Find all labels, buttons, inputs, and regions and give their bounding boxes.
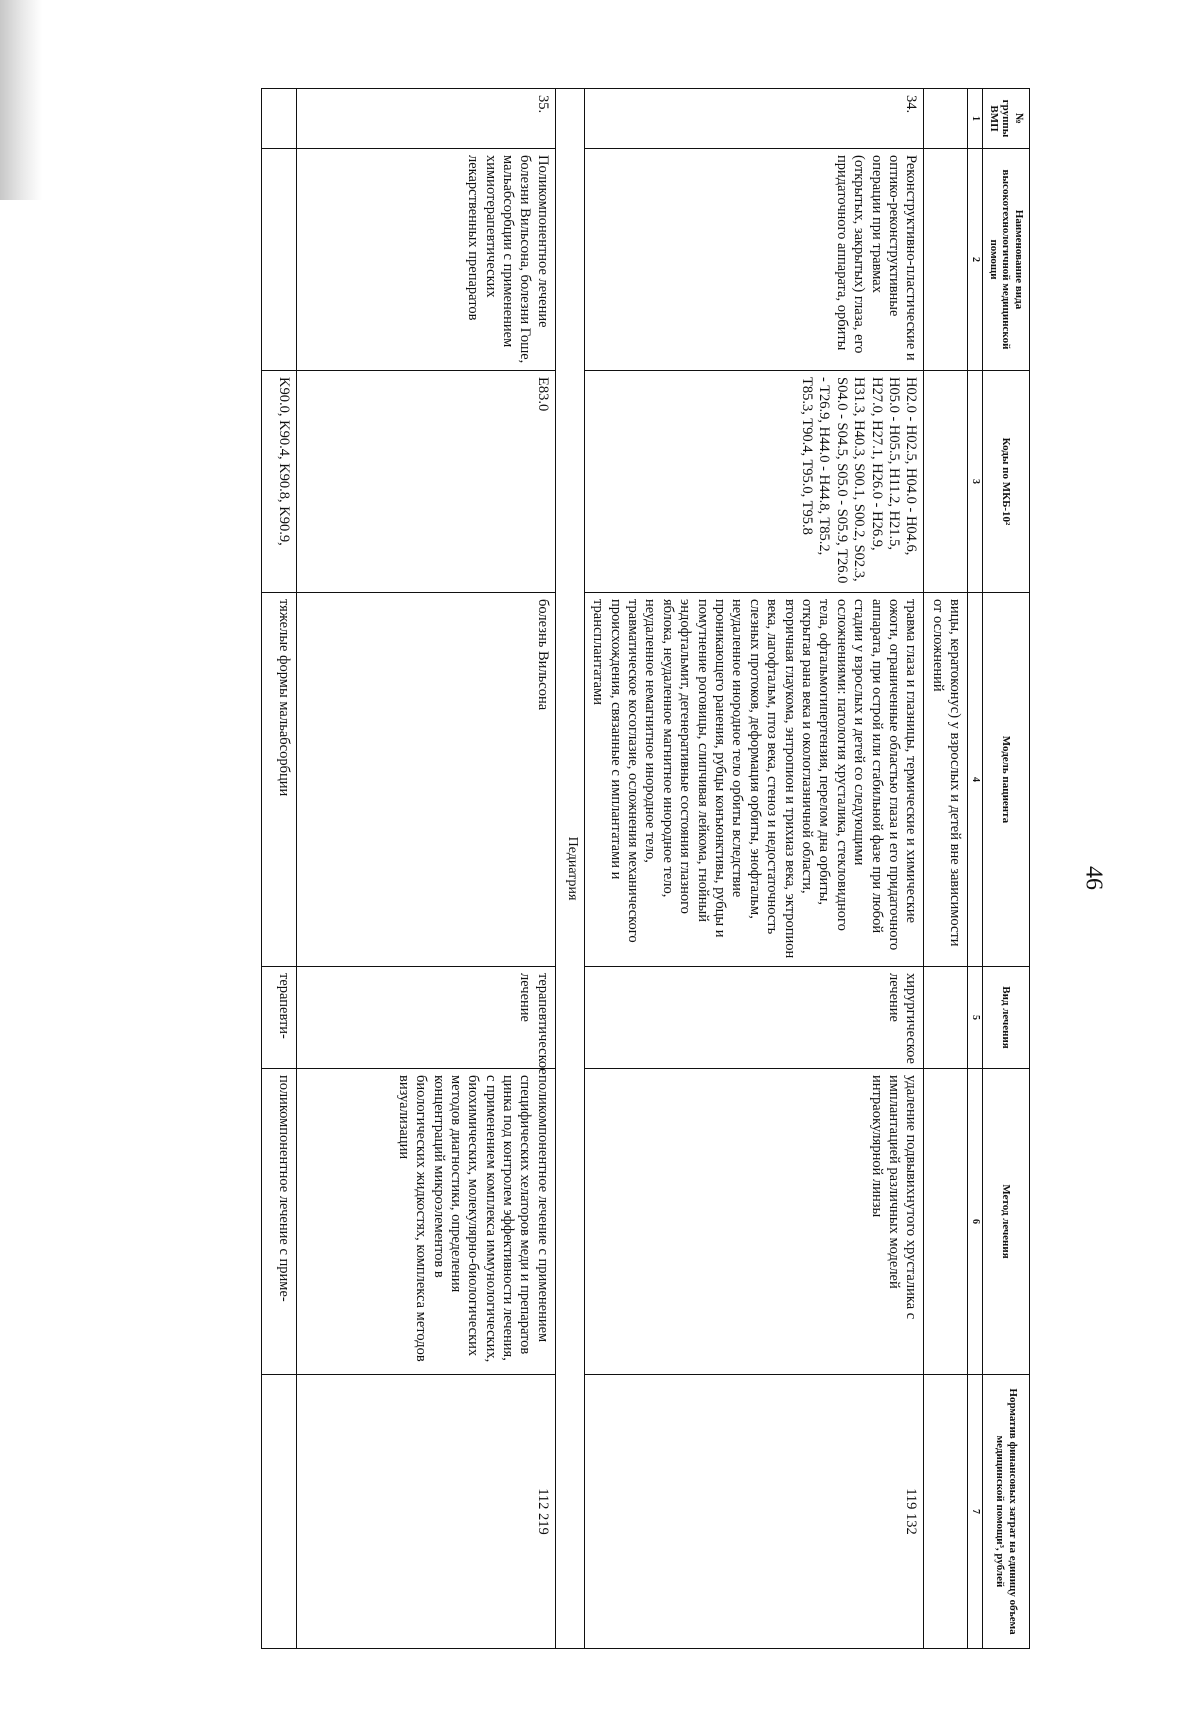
column-number: 5 <box>968 967 983 1069</box>
treatment-method: поликомпонентное лечение с применением специфических хелаторов меди и препаратов цинка под контролем эффективности лечения, с применением комплекса иммунологических, биохимических, молекулярно-биологических методов диагностики, определения концентраций микроэлементов в биологических жидкостях, комплекса методов визуализации <box>296 1069 555 1375</box>
treatment-method: удаление подвывихнутого хрусталика с имплантацией различных моделей интраокулярной линзы <box>584 1069 923 1375</box>
icd-codes: K90.0, K90.4, K90.8, K90.9, <box>261 371 296 593</box>
header-patient-model: Модель пациента <box>983 593 1030 967</box>
treatment-type: терапевтическое лечение <box>296 967 555 1069</box>
column-number: 4 <box>968 593 983 967</box>
icd-codes: E83.0 <box>296 371 555 593</box>
patient-model: болезнь Вильсона <box>296 593 555 967</box>
treatment-type: терапевти- <box>261 967 296 1069</box>
table-row-34 <box>584 89 923 1649</box>
treatment-type: хирургическое лечение <box>584 967 923 1069</box>
continuation-patient-model: вицы, кератоконус) у взрослых и детей вне зависимости от осложнений <box>924 593 968 967</box>
icd-codes: H02.0 - H02.5, H04.0 - H04.6, H05.0 - H05.5, H11.2, H21.5, H27.0, H27.1, H26.0 - H26.9, H31.3, H40.3, S00.1, S00.2, S02.3, S04.0 - S04.5, S05.0 - S05.9, T26.0 - T26.9, H44.0 - H44.8, T85.2, T85.3, T90.4, T95.0, T95.8 <box>584 371 923 593</box>
patient-model: травма глаза и глазницы, термические и химические ожоги, ограниченные областью глаза и его придаточного аппарата, при острой или стабильной фазе при любой стадии у взрослых и детей со следующими осложнениями: патология хрусталика, стекловидного тела, офтальмогипертензия, перелом дна орбиты, открытая рана века и окологлазничной области, вторичная глаукома, энтропион и трихиаз века, эктропион века, лагофтальм, птоз века, стеноз и недостаточность слезных протоков, деформация орбиты, энофтальм, неудаленное инородное тело орбиты вследствие проникающего ранения, рубцы конъюнктивы, рубцы и помутнение роговицы, слипчивая лейкома, гнойный эндофтальмит, дегенеративные состояния глазного яблока, неудаленное магнитное инородное тело, неудаленное немагнитное инородное тело, травматическое косоглазие, осложнения механического происхождения, связанные с имплантатами и трансплантатами <box>584 593 923 967</box>
group-number: 35. <box>296 89 555 149</box>
treatment-method: поликомпонентное лечение с приме- <box>261 1069 296 1375</box>
column-number: 6 <box>968 1069 983 1375</box>
rotated-table-region <box>90 88 1030 1648</box>
patient-model: тяжелые формы мальабсорбции <box>261 593 296 967</box>
column-number: 7 <box>968 1375 983 1649</box>
table-row-35-continued <box>261 89 296 1649</box>
vmp-table <box>261 88 1030 1649</box>
column-number-row <box>968 89 983 1649</box>
column-number: 3 <box>968 371 983 593</box>
care-type-name: Реконструктивно-пластические и оптико-реконструктивные операции при травмах (открытых, закрытых) глаза, его придаточного аппарата, орбиты <box>584 149 923 371</box>
header-group-number: № группы ВМП <box>983 89 1030 149</box>
column-number: 1 <box>968 89 983 149</box>
cost-norm: 119 132 <box>584 1375 923 1649</box>
scan-edge-shadow <box>0 0 42 200</box>
group-number: 34. <box>584 89 923 149</box>
section-row <box>555 89 584 1649</box>
header-icd-codes: Коды по МКБ-10² <box>983 371 1030 593</box>
header-treatment-method: Метод лечения <box>983 1069 1030 1375</box>
table-row-35 <box>296 89 555 1649</box>
section-title-pediatrics: Педиатрия <box>555 89 584 1649</box>
care-type-name: Поликомпонентное лечение болезни Вильсона, болезни Гоше, мальабсорбции с применением химиотерапевтических лекарственных препаратов <box>296 149 555 371</box>
header-row <box>983 89 1030 1649</box>
header-treatment-type: Вид лечения <box>983 967 1030 1069</box>
cost-norm: 112 219 <box>296 1375 555 1649</box>
header-care-type: Наименование вида высокотехнологичной медицинской помощи <box>983 149 1030 371</box>
column-number: 2 <box>968 149 983 371</box>
header-cost-norm: Норматив финансовых затрат на единицу объема медицинской помощи³, рублей <box>983 1375 1030 1649</box>
continuation-row <box>924 89 968 1649</box>
page-number: 46 <box>1080 866 1107 890</box>
